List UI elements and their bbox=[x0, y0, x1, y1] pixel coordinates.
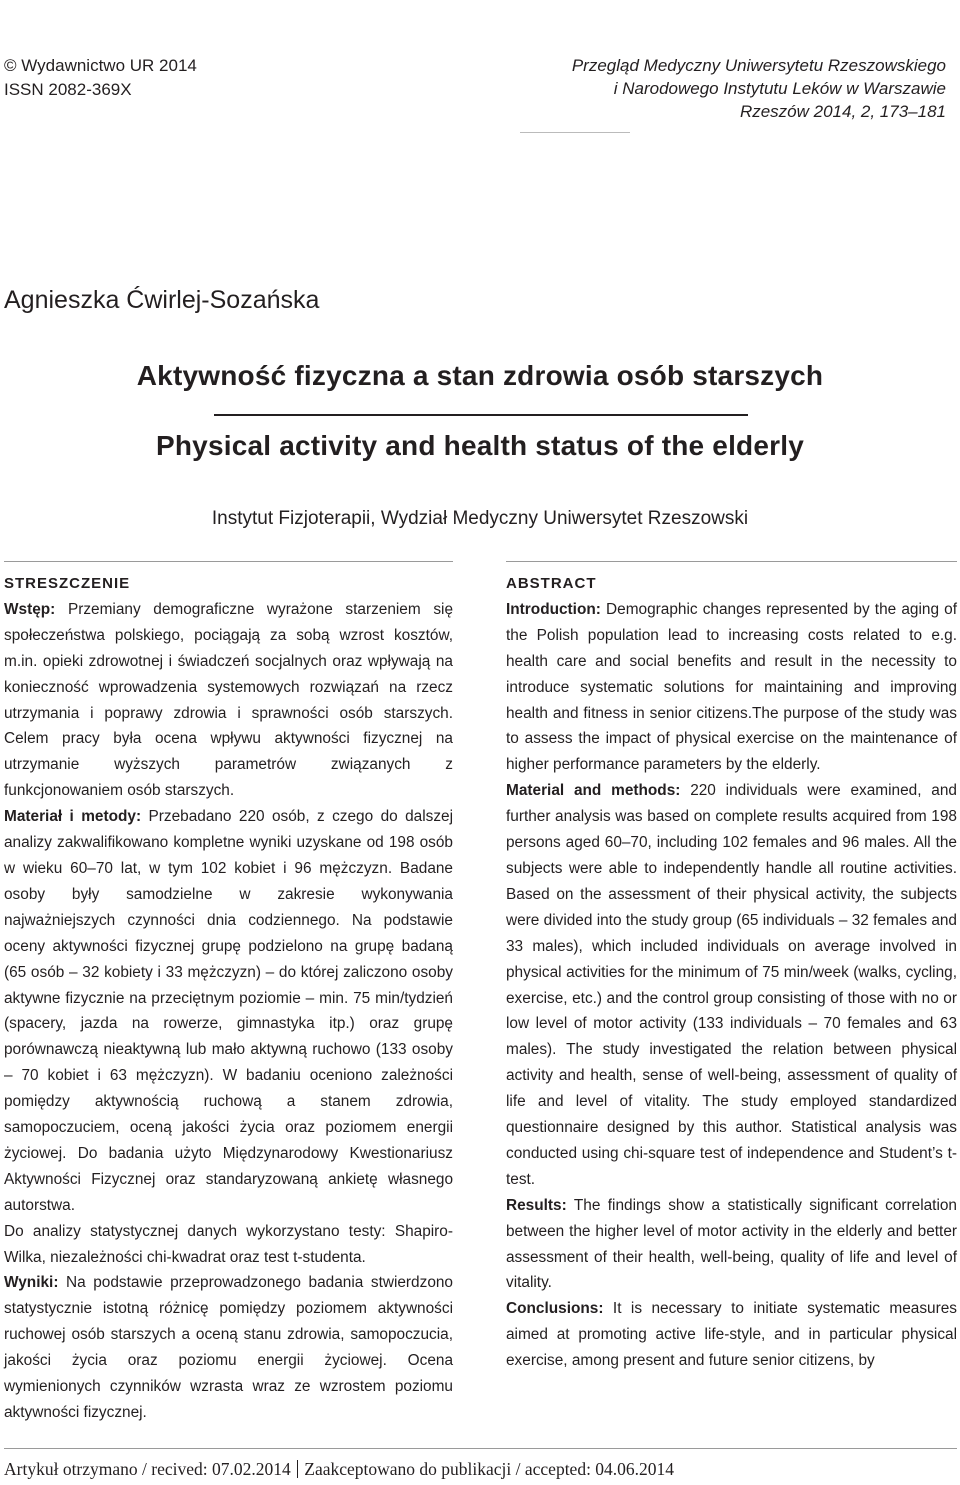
streszczenie-material bbox=[4, 804, 453, 1219]
material-text-en: 220 individuals were examined, and further analysis was based on complete results acquired from 198 persons aged 60–70, including 102 females and 96 males. All the subjects were able to independently handle all routine activities. Based on the assessment of their physical activity, the subjects were divided into the study group (65 individuals – 32 females and 33 males), which included individuals on average involved in physical activities for the minimum of 75 min/week (walks, cycling, exercise, etc.) and the control group consisting of those with no or low level of motor activity (133 individuals – 70 females and 63 males). The study investigated the relation between physical activity and health, sense of well-being, assessment of quality of life and level of vitality. The study employed standardized questionnaire designed by this author. Statistical analysis was conducted using chi-square test of independence and Student’s t-test. bbox=[506, 782, 957, 1188]
journal-line-3: Rzeszów 2014, 2, 173–181 bbox=[739, 102, 946, 121]
title-english: Physical activity and health status of the elderly bbox=[156, 430, 804, 461]
streszczenie-heading: STRESZCZENIE bbox=[4, 575, 131, 592]
intro-label: Introduction: bbox=[506, 600, 601, 618]
abstract-introduction bbox=[506, 597, 957, 778]
abstract-results bbox=[506, 1193, 957, 1297]
publisher-block bbox=[4, 54, 197, 102]
abstract-material bbox=[506, 778, 957, 1193]
publisher-line bbox=[4, 54, 197, 78]
streszczenie-wyniki bbox=[4, 1270, 453, 1425]
copyright-icon: © bbox=[4, 56, 17, 75]
author-name: Agnieszka Ćwirlej-Sozańska bbox=[4, 286, 320, 314]
footer-rule bbox=[4, 1448, 957, 1449]
journal-line-2: i Narodowego Instytutu Leków w Warszawie bbox=[613, 79, 946, 98]
footer-separator bbox=[297, 1460, 299, 1478]
streszczenie-stats: Do analizy statystycznej danych wykorzystano testy: Shapiro-Wilka, niezależności chi-kwadrat oraz test t-studenta. bbox=[4, 1222, 453, 1266]
wstep-text: Przemiany demograficzne wyrażone starzeniem się społeczeństwa polskiego, pociągają za sobą wzrost kosztów, m.in. opieki zdrowotnej i świadczeń socjalnych oraz wpływają na konieczność wprowadzenia systemowych rozwiązań na rzecz utrzymania i poprawy zdrowia i sprawności osób starszych. Celem pracy była ocena wpływu aktywności fizycznej na utrzymanie wyższych parametrów związanych z funkcjonowaniem osób starszych. bbox=[4, 600, 453, 800]
results-text: The findings show a statistically significant correlation between the higher level of motor activity in the elderly and better assessment of their health, well-being, quality of life and level of vitality. bbox=[506, 1196, 957, 1292]
intro-text: Demographic changes represented by the aging of the Polish population lead to increasing costs related to e.g. health care and social benefits and result in the necessity to introduce systematic solutions for maintaining and improving health and fitness in senior citizens.The purpose of the study was to assess the impact of physical exercise on the maintenance of higher performance parameters by the elderly. bbox=[506, 600, 957, 774]
results-label: Results: bbox=[506, 1196, 567, 1214]
left-column-rule bbox=[4, 561, 453, 562]
header-rule bbox=[520, 132, 630, 133]
accepted-date: Zaakceptowano do publikacji / accepted: 04.06.2014 bbox=[304, 1459, 675, 1479]
wyniki-text: Na podstawie przeprowadzonego badania stwierdzono statystycznie istotną różnicę pomiędzy poziomem aktywności ruchowej osób starszych a oceną stanu zdrowia, samopoczucia, jakości życia oraz poziomu energii życiowej. Ocena wymienionych czynników wzrasta wraz ze wzrostem poziomu aktywności fizycznej. bbox=[4, 1274, 453, 1421]
footer-dates bbox=[4, 1459, 674, 1480]
institution: Instytut Fizjoterapii, Wydział Medyczny Uniwersytet Rzeszowski bbox=[211, 508, 749, 529]
received-date: Artykuł otrzymano / recived: 07.02.2014 bbox=[4, 1459, 291, 1479]
material-label-pl: Materiał i metody: bbox=[4, 808, 142, 826]
title-polish: Aktywność fizyczna a stan zdrowia osób starszych bbox=[136, 360, 824, 391]
journal-block bbox=[572, 54, 946, 123]
material-label-en: Material and methods: bbox=[506, 782, 681, 800]
streszczenie-wstep bbox=[4, 597, 453, 804]
streszczenie-column bbox=[4, 571, 453, 1426]
title-divider bbox=[214, 414, 748, 416]
journal-line-1: Przegląd Medyczny Uniwersytetu Rzeszowskiego bbox=[571, 56, 946, 75]
wstep-label: Wstęp: bbox=[4, 600, 56, 618]
abstract-heading: ABSTRACT bbox=[506, 575, 597, 592]
abstract-column bbox=[506, 571, 957, 1374]
publisher-name: Wydawnictwo UR 2014 bbox=[21, 56, 197, 75]
issn: ISSN 2082-369X bbox=[4, 80, 132, 99]
right-column-rule bbox=[506, 561, 957, 562]
conclusions-text: It is necessary to initiate systematic measures aimed at promoting active life-style, and in particular physical exercise, among present and future senior citizens, by bbox=[506, 1300, 957, 1370]
conclusions-label: Conclusions: bbox=[506, 1300, 604, 1318]
abstract-conclusions bbox=[506, 1296, 957, 1374]
wyniki-label: Wyniki: bbox=[4, 1274, 59, 1292]
material-text-pl: Przebadano 220 osób, z czego do dalszej analizy zakwalifikowano kompletne wyniki uzyskane od 198 osób w wieku 60–70 lat, w tym 102 kobiet i 96 mężczyzn. Badane osoby były samodzielne w zakresie wykonywania najważniejszych czynności dnia codziennego. Na podstawie oceny aktywności fizycznej grupę podzielono na grupę badaną (65 osób – 32 kobiety i 33 mężczyzn) – do której zaliczono osoby aktywne fizycznie na przeciętnym poziomie – min. 75 min/tydzień (spacery, jazda na rowerze, gimnastyka itp.) oraz grupę porównawczą nieaktywną lub mało aktywną ruchowo (133 osoby – 70 kobiet i 63 mężczyzn). W badaniu oceniono zależności pomiędzy aktywnością ruchową a stanem zdrowia, samopoczuciem, oceną jakości życia oraz poziomem energii życiowej. Do badania użyto Międzynarodowy Kwestionariusz Aktywności Fizycznej oraz standaryzowaną ankietę własnego autorstwa. bbox=[4, 808, 453, 1214]
